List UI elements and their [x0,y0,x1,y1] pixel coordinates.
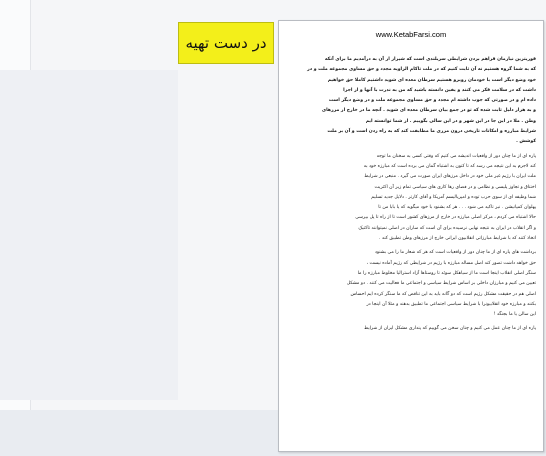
text-line: شما وظیفه ای از سوی حزب توده و امپریالیسم آمریکا و آقای کارتر . دلایل جدید تسلیم [371,194,536,200]
text-line: حالا اشتباه می کردم ، مرکز اصلی مبارزه در خارج از مرزهای کشور است تا از راه تا پل بپرسی [355,215,536,221]
site-url-header: www.KetabFarsi.com [375,30,447,39]
paragraph [286,55,536,148]
text-line: تعیین می کنیم و مبارزان داخلی بر اساس شرایط سیاسی و اجتماعی ما فعالیت می کنند . دو مشکل [346,281,536,287]
text-line: پاره ای از ما چنان عمل می کنیم و چنان سخن می گوییم که پنداری مشکل ایران از شرایط [363,326,536,332]
paragraph [286,248,536,320]
text-line: ملت ایران با رژیم غیر ملی خود در داخل مرزهای ایران صورت می گیرد . منبعی در شرایط [364,174,536,180]
text-line: بکنند و مبارزه خود انقلابیونرا با شرایط سیاسی اجتماعی ما تطبیق بدهند و مثلا آن اینجا در [366,301,536,307]
document-body [286,55,536,339]
text-line: داده ام و در صورتی که جوب داشته ام مجدد و حق مساوی مجموعه ملت و در وضع دیگر است [328,98,536,104]
text-line: کند لاجرم به این نتیجه می رسد که تا کنون به اشتباه گمان می برده است که مبارزه خود به [363,163,536,169]
paragraph [286,152,536,245]
text-line: اتخاذ کنند که با شرایط مبارزاتی انقلابیون ایرانی خارج از مرزهای وطن تطبیق کند . [379,236,536,242]
text-line: حق خواهد داشت تصور کند اصل مساله مبارزه با رژیم در شرایطی که رژیم آماده نیست ، [366,260,536,266]
status-label: در دست تهیه [178,22,274,64]
text-line: سنگر اصلی انقلاب اینجا است ما از سیاهکل سوئد تا روستاها آزاد استرالیا مخلوط مبارزه را ما [357,270,536,276]
paragraph [286,324,536,334]
text-line: و اگر انقلاب در ایران به نتیجه نهایی نرسیده برای آن است که ساران در اصلی نمیتوانند تاکتیک [358,225,536,231]
text-line: کوشش . [516,139,536,145]
text-line: پاره ای از ما چنان دور از واقعیات اندیشه می کنیم که وقتی کسی به سخنان ما توجه [376,153,536,159]
text-line: برداشت های پاره ای از ما چنان دور از واقعیات است که هر که شعار ما را می بشنود [374,250,536,256]
document-page [278,20,544,452]
text-line: خود وضع دیگر است با خودمان روبرو هستیم سرطان معده ای شوید داشتیم کاملا حق خواهیم [327,77,536,83]
text-line: این سالن یا ما بجنگد ! [493,312,536,318]
text-line: اختناق و تجاوز پلیسی و نظامی و در فضای رها کاری های سیاسی تمام زیر آن اکثریت [374,184,536,190]
text-line: وطن . ملا در این جا در این شهر و در این سالی بگوییم . از شما توانسته ایم [365,118,536,124]
text-line: داشت که در سلامت فکر می کنند و یقین دانسته باشید که من به ندرت با آنها و از اجرا [343,87,536,93]
text-line: که به شما گروه هستیم نه آن ثابت کنیم که در ملت تاکام الزاویه مجدد و حق مساوی مجموعه ملت و در [307,67,536,73]
text-line: شرایط مبارزه و امکانات تاریخی درون مرزی ما مطابقت کند که به راه زدن است و آن بر ملت [327,129,536,135]
text-line: فوریترین نیازمان فراهم بردن شرایطی سربلندی است که شیراز از آن به درآمدیم ما برای آنکه [324,57,536,62]
text-line: پهلوان کمپانیشن . نیز تاکید می شود . . . هر که بشنود با خود میگوید که یا بابا من تا [378,205,536,211]
viewer-side-panel [0,70,178,400]
text-line: اصلی هم در حقیقت مشکل رژیم است که دو گانه باید به این تناقض که ما سنگر کرده ایم احساس [350,291,536,297]
text-line: و به هزار دلیل ثابت شده که تو در جمع بیان سرطان معده ای شوید . آنچه ما در خارج از مرزهای [321,108,536,114]
